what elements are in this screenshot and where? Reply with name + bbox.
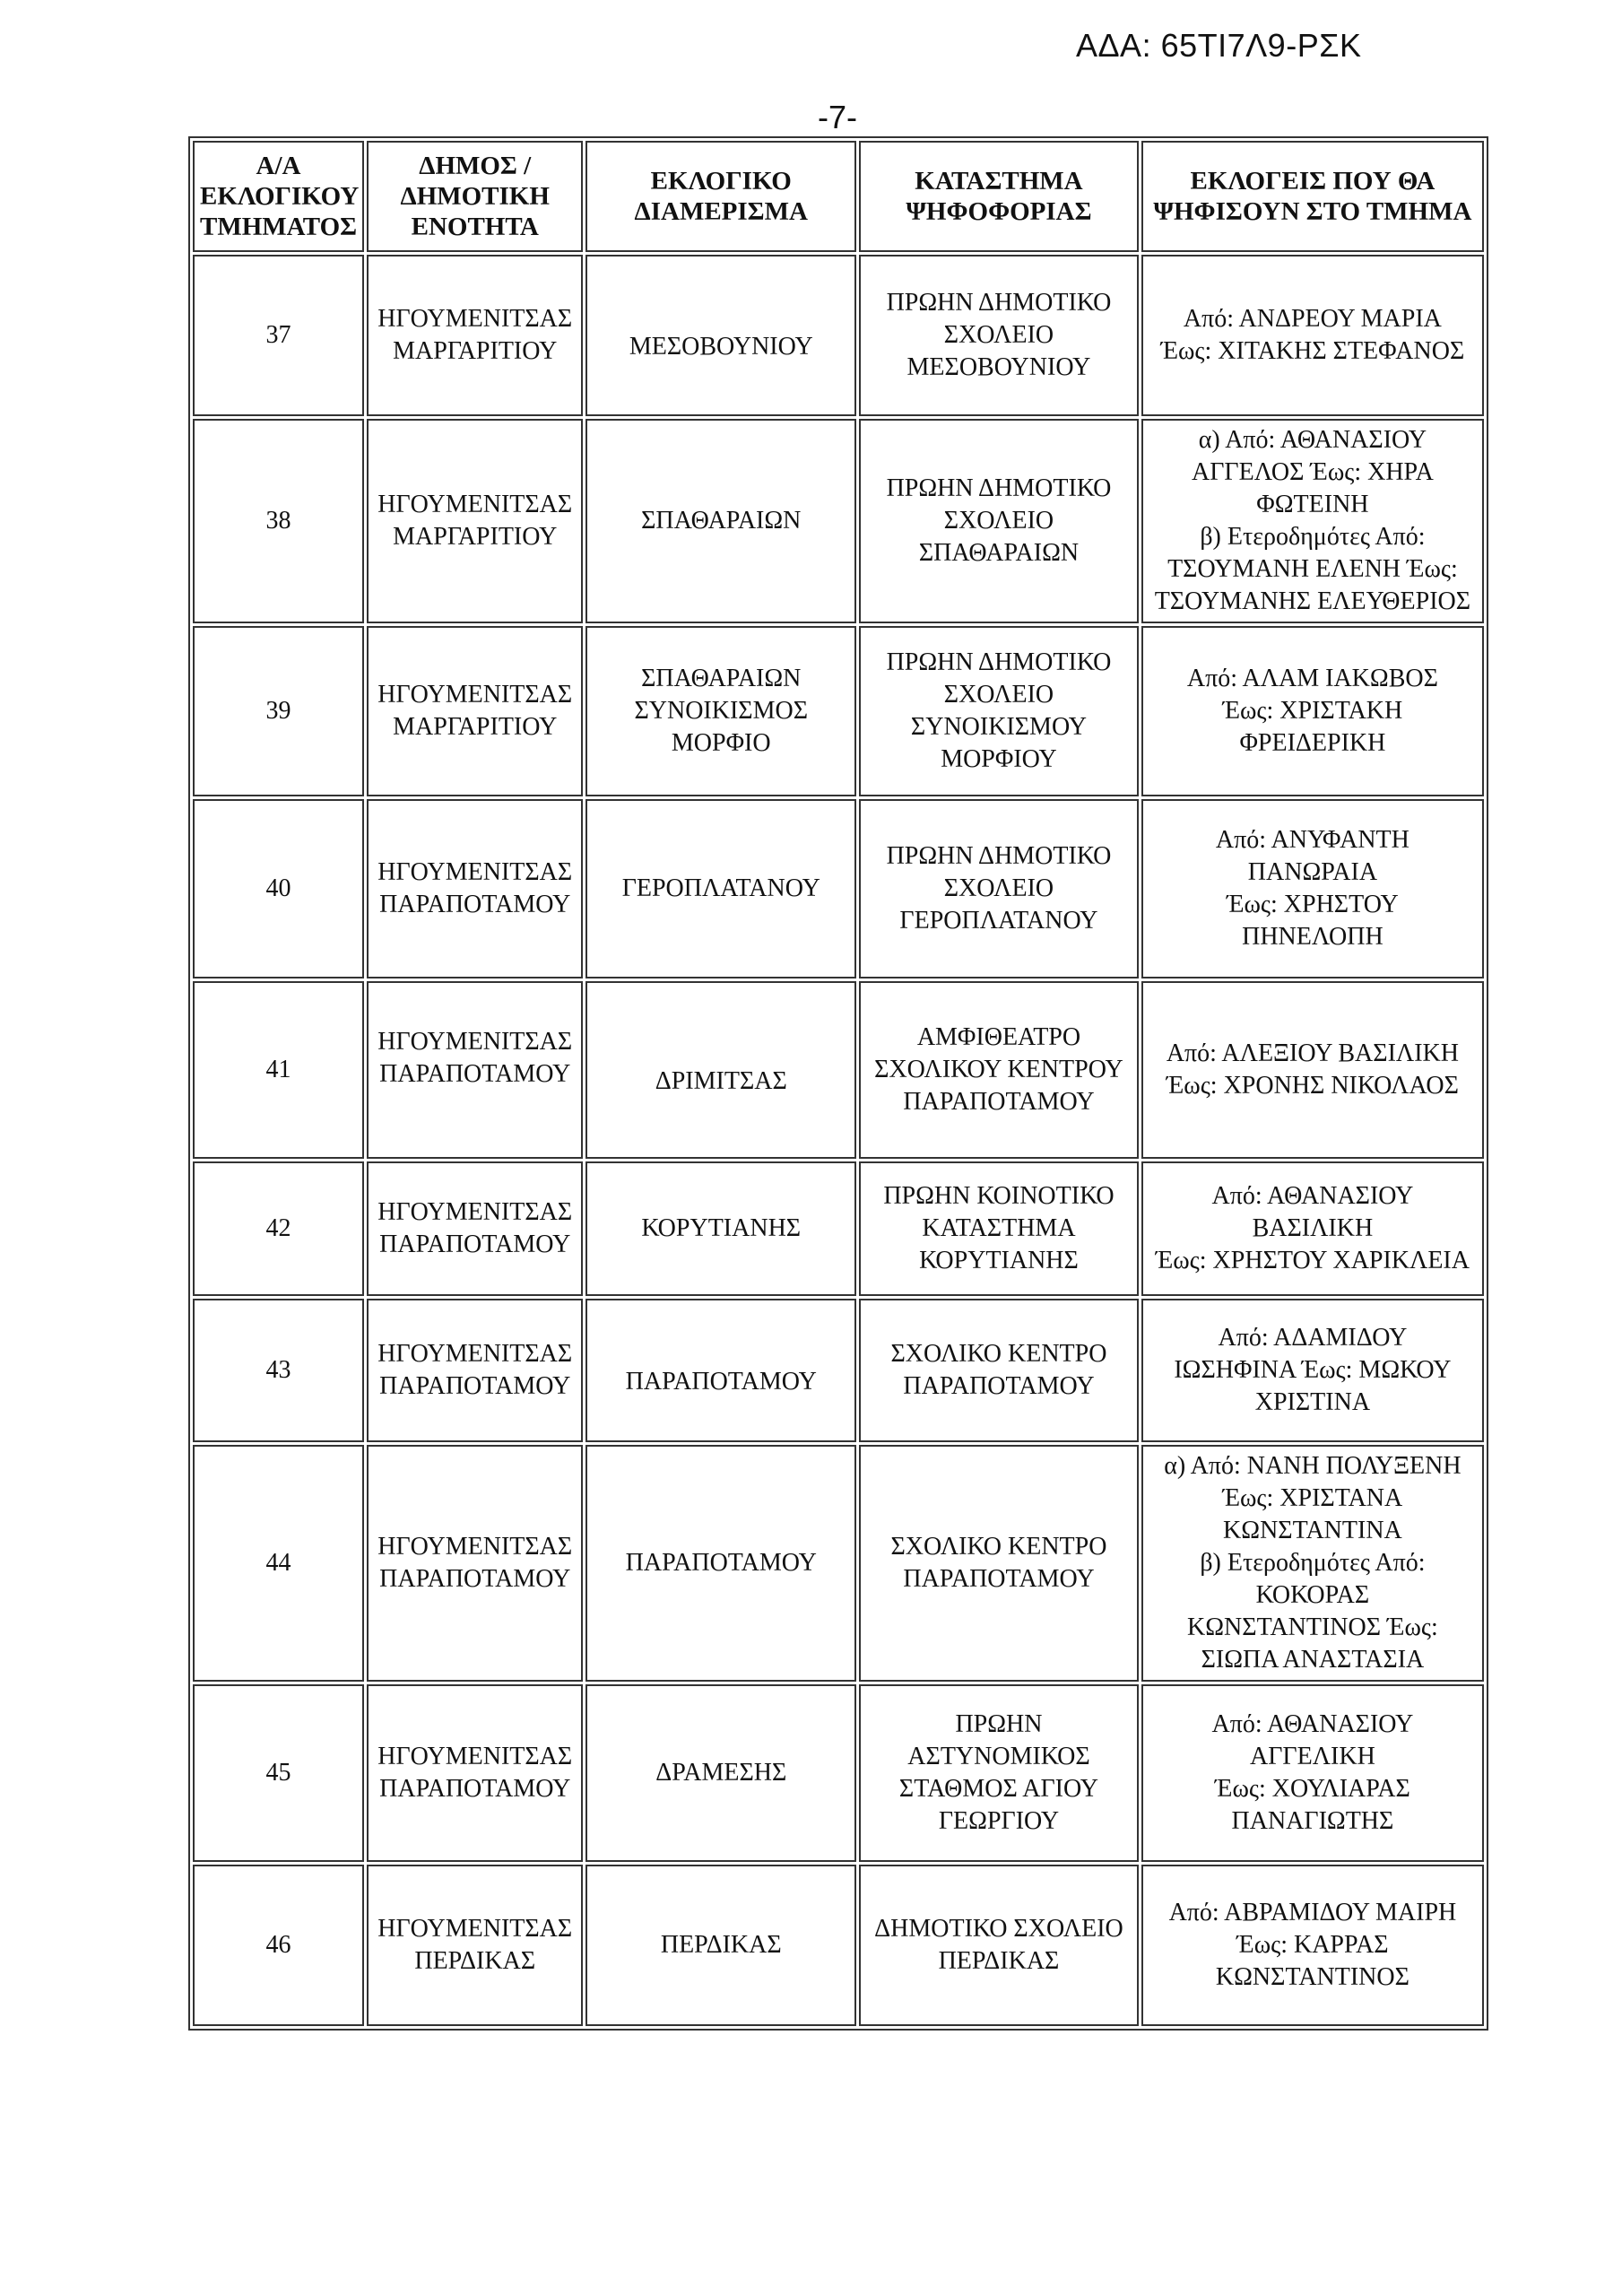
cell-voters-range: Από: ΑΛΑΜ ΙΑΚΩΒΟΣ Έως: ΧΡΙΣΤΑΚΗ ΦΡΕΙΔΕΡΙΚΗ	[1141, 626, 1484, 796]
table-row	[193, 419, 1484, 623]
header-polling-station: ΚΑΤΑΣΤΗΜΑ ΨΗΦΟΦΟΡΙΑΣ	[859, 141, 1139, 252]
cell-municipality: ΗΓΟΥΜΕΝΙΤΣΑΣ ΠΑΡΑΠΟΤΑΜΟΥ	[367, 1161, 583, 1296]
cell-municipality: ΗΓΟΥΜΕΝΙΤΣΑΣ ΠΑΡΑΠΟΤΑΜΟΥ	[367, 1299, 583, 1442]
cell-polling-station: ΠΡΩΗΝ ΑΣΤΥΝΟΜΙΚΟΣ ΣΤΑΘΜΟΣ ΑΓΙΟΥ ΓΕΩΡΓΙΟΥ	[859, 1684, 1139, 1862]
cell-municipality: ΗΓΟΥΜΕΝΙΤΣΑΣ ΠΑΡΑΠΟΤΑΜΟΥ	[367, 799, 583, 978]
cell-voters-range: α) Από: ΝΑΝΗ ΠΟΛΥΞΕΝΗ Έως: ΧΡΙΣΤΑΝΑ ΚΩΝΣΤΑΝΤΙΝΑ β) Ετεροδημότες Από: ΚΟΚΟΡΑΣ ΚΩΝΣΤΑΝΤΙΝΟΣ Έως: ΣΙΩΠΑ ΑΝΑΣΤΑΣΙΑ	[1141, 1445, 1484, 1682]
table-row	[193, 626, 1484, 796]
cell-polling-station: ΠΡΩΗΝ ΚΟΙΝΟΤΙΚΟ ΚΑΤΑΣΤΗΜΑ ΚΟΡΥΤΙΑΝΗΣ	[859, 1161, 1139, 1296]
table-row	[193, 1865, 1484, 2026]
cell-voters-range: Από: ΑΛΕΞΙΟΥ ΒΑΣΙΛΙΚΗ Έως: ΧΡΟΝΗΣ ΝΙΚΟΛΑΟΣ	[1141, 981, 1484, 1159]
document-ada-code: ΑΔΑ: 65ΤΙ7Λ9-ΡΣΚ	[1076, 27, 1362, 64]
table-row	[193, 1299, 1484, 1442]
cell-electoral-district: ΣΠΑΘΑΡΑΙΩΝ ΣΥΝΟΙΚΙΣΜΟΣ ΜΟΡΦΙΟ	[585, 626, 856, 796]
cell-section-number: 41	[193, 981, 364, 1159]
page-number: -7-	[818, 99, 857, 135]
table-row	[193, 255, 1484, 416]
cell-municipality: ΗΓΟΥΜΕΝΙΤΣΑΣ ΜΑΡΓΑΡΙΤΙΟΥ	[367, 626, 583, 796]
cell-electoral-district: ΔΡΑΜΕΣΗΣ	[585, 1684, 856, 1862]
table-row	[193, 799, 1484, 978]
cell-polling-station: ΠΡΩΗΝ ΔΗΜΟΤΙΚΟ ΣΧΟΛΕΙΟ ΣΥΝΟΙΚΙΣΜΟΥ ΜΟΡΦΙΟΥ	[859, 626, 1139, 796]
cell-polling-station: ΑΜΦΙΘΕΑΤΡΟ ΣΧΟΛΙΚΟΥ ΚΕΝΤΡΟΥ ΠΑΡΑΠΟΤΑΜΟΥ	[859, 981, 1139, 1159]
cell-polling-station: ΣΧΟΛΙΚΟ ΚΕΝΤΡΟ ΠΑΡΑΠΟΤΑΜΟΥ	[859, 1445, 1139, 1682]
cell-polling-station: ΠΡΩΗΝ ΔΗΜΟΤΙΚΟ ΣΧΟΛΕΙΟ ΜΕΣΟΒΟΥΝΙΟΥ	[859, 255, 1139, 416]
cell-voters-range: Από: ΑΝΔΡΕΟΥ ΜΑΡΙΑ Έως: ΧΙΤΑΚΗΣ ΣΤΕΦΑΝΟΣ	[1141, 255, 1484, 416]
header-voters: ΕΚΛΟΓΕΙΣ ΠΟΥ ΘΑ ΨΗΦΙΣΟΥΝ ΣΤΟ ΤΜΗΜΑ	[1141, 141, 1484, 252]
cell-section-number: 42	[193, 1161, 364, 1296]
polling-stations-table	[188, 136, 1488, 2031]
header-section-number: Α/Α ΕΚΛΟΓΙΚΟΥ ΤΜΗΜΑΤΟΣ	[193, 141, 364, 252]
cell-electoral-district: ΚΟΡΥΤΙΑΝΗΣ	[585, 1161, 856, 1296]
cell-polling-station: ΠΡΩΗΝ ΔΗΜΟΤΙΚΟ ΣΧΟΛΕΙΟ ΓΕΡΟΠΛΑΤΑΝΟΥ	[859, 799, 1139, 978]
cell-municipality: ΗΓΟΥΜΕΝΙΤΣΑΣ ΠΑΡΑΠΟΤΑΜΟΥ	[367, 981, 583, 1159]
cell-electoral-district: ΠΑΡΑΠΟΤΑΜΟΥ	[585, 1299, 856, 1442]
cell-section-number: 43	[193, 1299, 364, 1442]
table-row	[193, 1161, 1484, 1296]
cell-electoral-district: ΓΕΡΟΠΛΑΤΑΝΟΥ	[585, 799, 856, 978]
table-row	[193, 1445, 1484, 1682]
header-electoral-district: ΕΚΛΟΓΙΚΟ ΔΙΑΜΕΡΙΣΜΑ	[585, 141, 856, 252]
cell-electoral-district: ΔΡΙΜΙΤΣΑΣ	[585, 981, 856, 1159]
cell-section-number: 44	[193, 1445, 364, 1682]
cell-voters-range: α) Από: ΑΘΑΝΑΣΙΟΥ ΑΓΓΕΛΟΣ Έως: ΧΗΡΑ ΦΩΤΕΙΝΗ β) Ετεροδημότες Από: ΤΣΟΥΜΑΝΗ ΕΛΕΝΗ Έως: ΤΣΟΥΜΑΝΗΣ ΕΛΕΥΘΕΡΙΟΣ	[1141, 419, 1484, 623]
cell-municipality: ΗΓΟΥΜΕΝΙΤΣΑΣ ΠΑΡΑΠΟΤΑΜΟΥ	[367, 1684, 583, 1862]
table-row	[193, 981, 1484, 1159]
cell-voters-range: Από: ΑΝΥΦΑΝΤΗ ΠΑΝΩΡΑΙΑ Έως: ΧΡΗΣΤΟΥ ΠΗΝΕΛΟΠΗ	[1141, 799, 1484, 978]
cell-polling-station: ΠΡΩΗΝ ΔΗΜΟΤΙΚΟ ΣΧΟΛΕΙΟ ΣΠΑΘΑΡΑΙΩΝ	[859, 419, 1139, 623]
cell-electoral-district: ΠΕΡΔΙΚΑΣ	[585, 1865, 856, 2026]
cell-electoral-district: ΜΕΣΟΒΟΥΝΙΟΥ	[585, 255, 856, 416]
cell-section-number: 39	[193, 626, 364, 796]
cell-section-number: 40	[193, 799, 364, 978]
cell-voters-range: Από: ΑΘΑΝΑΣΙΟΥ ΒΑΣΙΛΙΚΗ Έως: ΧΡΗΣΤΟΥ ΧΑΡΙΚΛΕΙΑ	[1141, 1161, 1484, 1296]
cell-voters-range: Από: ΑΒΡΑΜΙΔΟΥ ΜΑΙΡΗ Έως: ΚΑΡΡΑΣ ΚΩΝΣΤΑΝΤΙΝΟΣ	[1141, 1865, 1484, 2026]
cell-section-number: 37	[193, 255, 364, 416]
cell-voters-range: Από: ΑΘΑΝΑΣΙΟΥ ΑΓΓΕΛΙΚΗ Έως: ΧΟΥΛΙΑΡΑΣ ΠΑΝΑΓΙΩΤΗΣ	[1141, 1684, 1484, 1862]
table-row	[193, 1684, 1484, 1862]
table-header-row	[193, 141, 1484, 252]
cell-polling-station: ΔΗΜΟΤΙΚΟ ΣΧΟΛΕΙΟ ΠΕΡΔΙΚΑΣ	[859, 1865, 1139, 2026]
cell-municipality: ΗΓΟΥΜΕΝΙΤΣΑΣ ΜΑΡΓΑΡΙΤΙΟΥ	[367, 255, 583, 416]
cell-municipality: ΗΓΟΥΜΕΝΙΤΣΑΣ ΜΑΡΓΑΡΙΤΙΟΥ	[367, 419, 583, 623]
header-municipality: ΔΗΜΟΣ / ΔΗΜΟΤΙΚΗ ΕΝΟΤΗΤΑ	[367, 141, 583, 252]
cell-section-number: 45	[193, 1684, 364, 1862]
cell-municipality: ΗΓΟΥΜΕΝΙΤΣΑΣ ΠΑΡΑΠΟΤΑΜΟΥ	[367, 1445, 583, 1682]
cell-electoral-district: ΠΑΡΑΠΟΤΑΜΟΥ	[585, 1445, 856, 1682]
cell-polling-station: ΣΧΟΛΙΚΟ ΚΕΝΤΡΟ ΠΑΡΑΠΟΤΑΜΟΥ	[859, 1299, 1139, 1442]
cell-section-number: 38	[193, 419, 364, 623]
cell-municipality: ΗΓΟΥΜΕΝΙΤΣΑΣ ΠΕΡΔΙΚΑΣ	[367, 1865, 583, 2026]
cell-voters-range: Από: ΑΔΑΜΙΔΟΥ ΙΩΣΗΦΙΝΑ Έως: ΜΩΚΟΥ ΧΡΙΣΤΙΝΑ	[1141, 1299, 1484, 1442]
cell-electoral-district: ΣΠΑΘΑΡΑΙΩΝ	[585, 419, 856, 623]
cell-section-number: 46	[193, 1865, 364, 2026]
